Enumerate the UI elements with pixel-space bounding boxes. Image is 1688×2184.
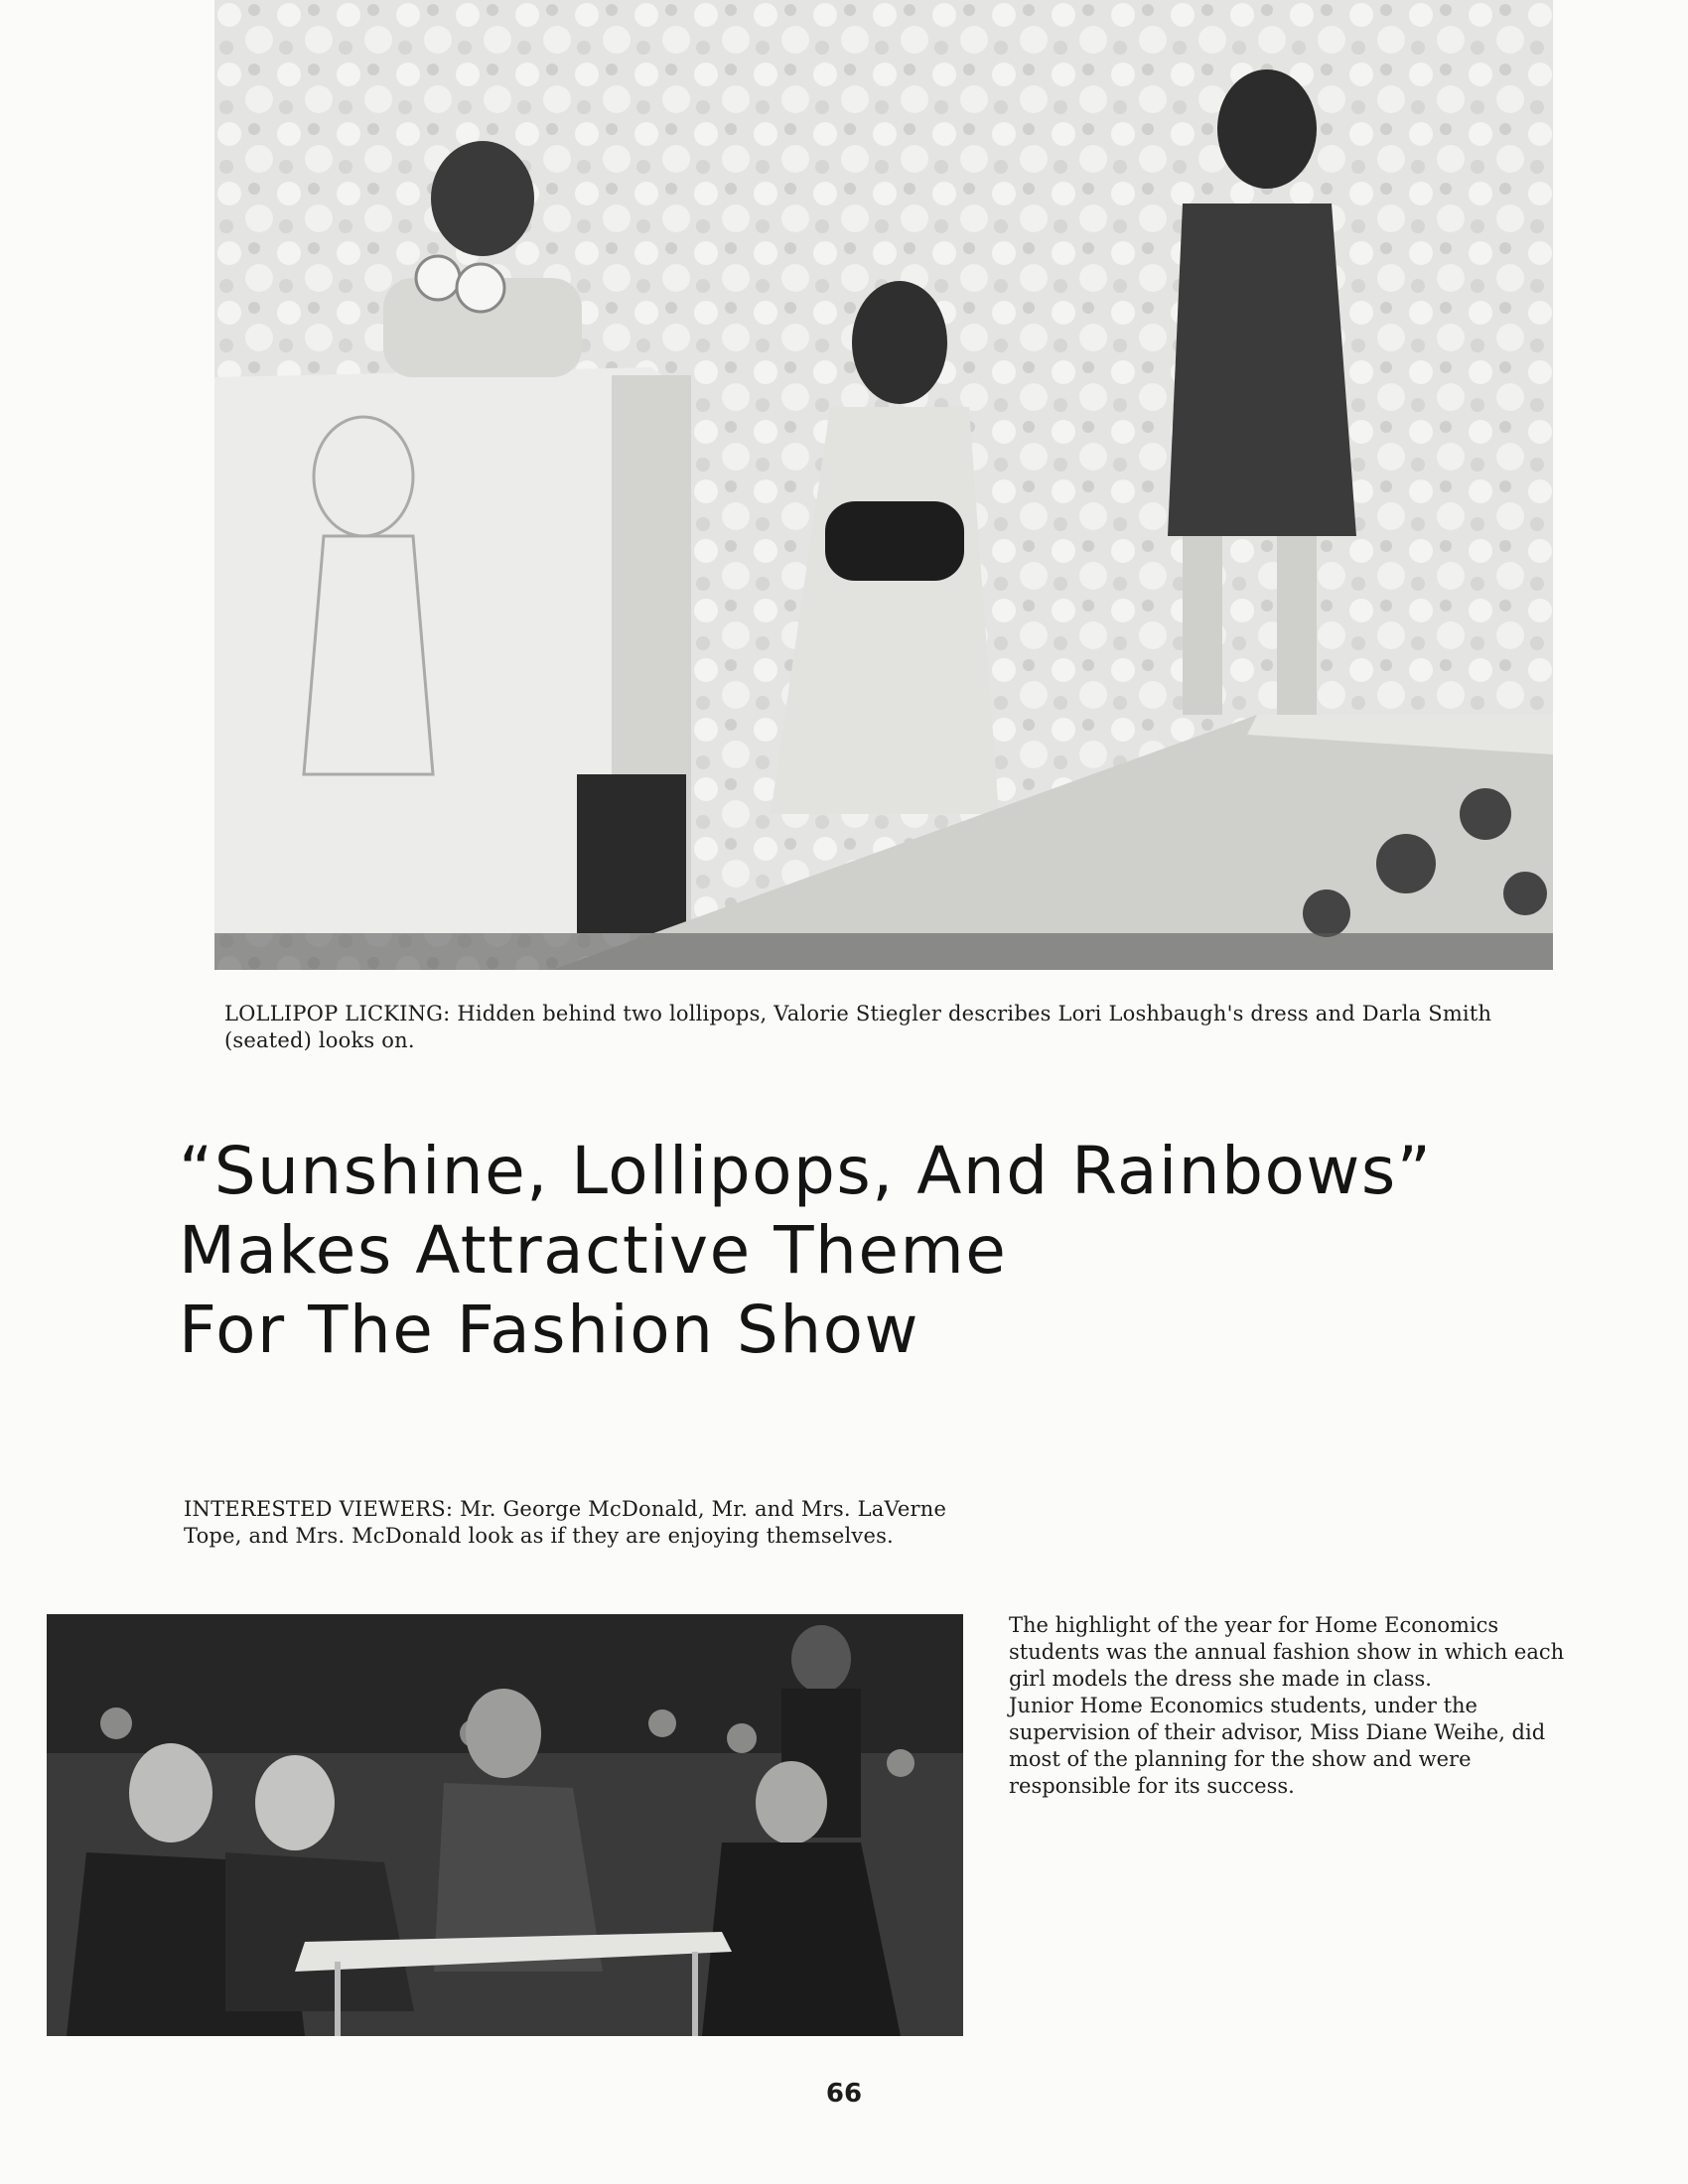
photo-top-caption-text: Hidden behind two lollipops, Valorie Stiegler describes Lori Loshbaugh's dress and Darla Smith (seated) looks on. <box>224 1002 1492 1052</box>
photo-bottom-caption-label: INTERESTED VIEWERS: <box>184 1497 454 1521</box>
headline-line-3: For The Fashion Show <box>179 1292 920 1368</box>
photo-bottom-caption-text: Mr. George McDonald, Mr. and Mrs. LaVerne Tope, and Mrs. McDonald look as if they are enjoying themselves. <box>184 1497 947 1548</box>
fashion-show-stage-photo <box>214 0 1553 970</box>
page-number: 66 <box>825 2079 863 2109</box>
article-body <box>1009 1612 1565 1800</box>
body-paragraph-2: Junior Home Economics students, under the supervision of their advisor, Miss Diane Weihe, did most of the planning for the show and were responsible for its success. <box>1009 1694 1546 1798</box>
photo-top-caption <box>224 1001 1555 1054</box>
photo-top-caption-label: LOLLIPOP LICKING: <box>224 1002 451 1025</box>
headline-line-1: “Sunshine, Lollipops, And Rainbows” <box>179 1133 1433 1209</box>
audience-viewers-photo <box>47 1614 963 2036</box>
headline-line-2: Makes Attractive Theme <box>179 1212 1008 1289</box>
article-headline <box>179 1132 1470 1370</box>
photo-bottom-caption <box>184 1496 968 1550</box>
body-paragraph-1: The highlight of the year for Home Economics students was the annual fashion show in which each girl models the dress she made in class. <box>1009 1613 1565 1691</box>
